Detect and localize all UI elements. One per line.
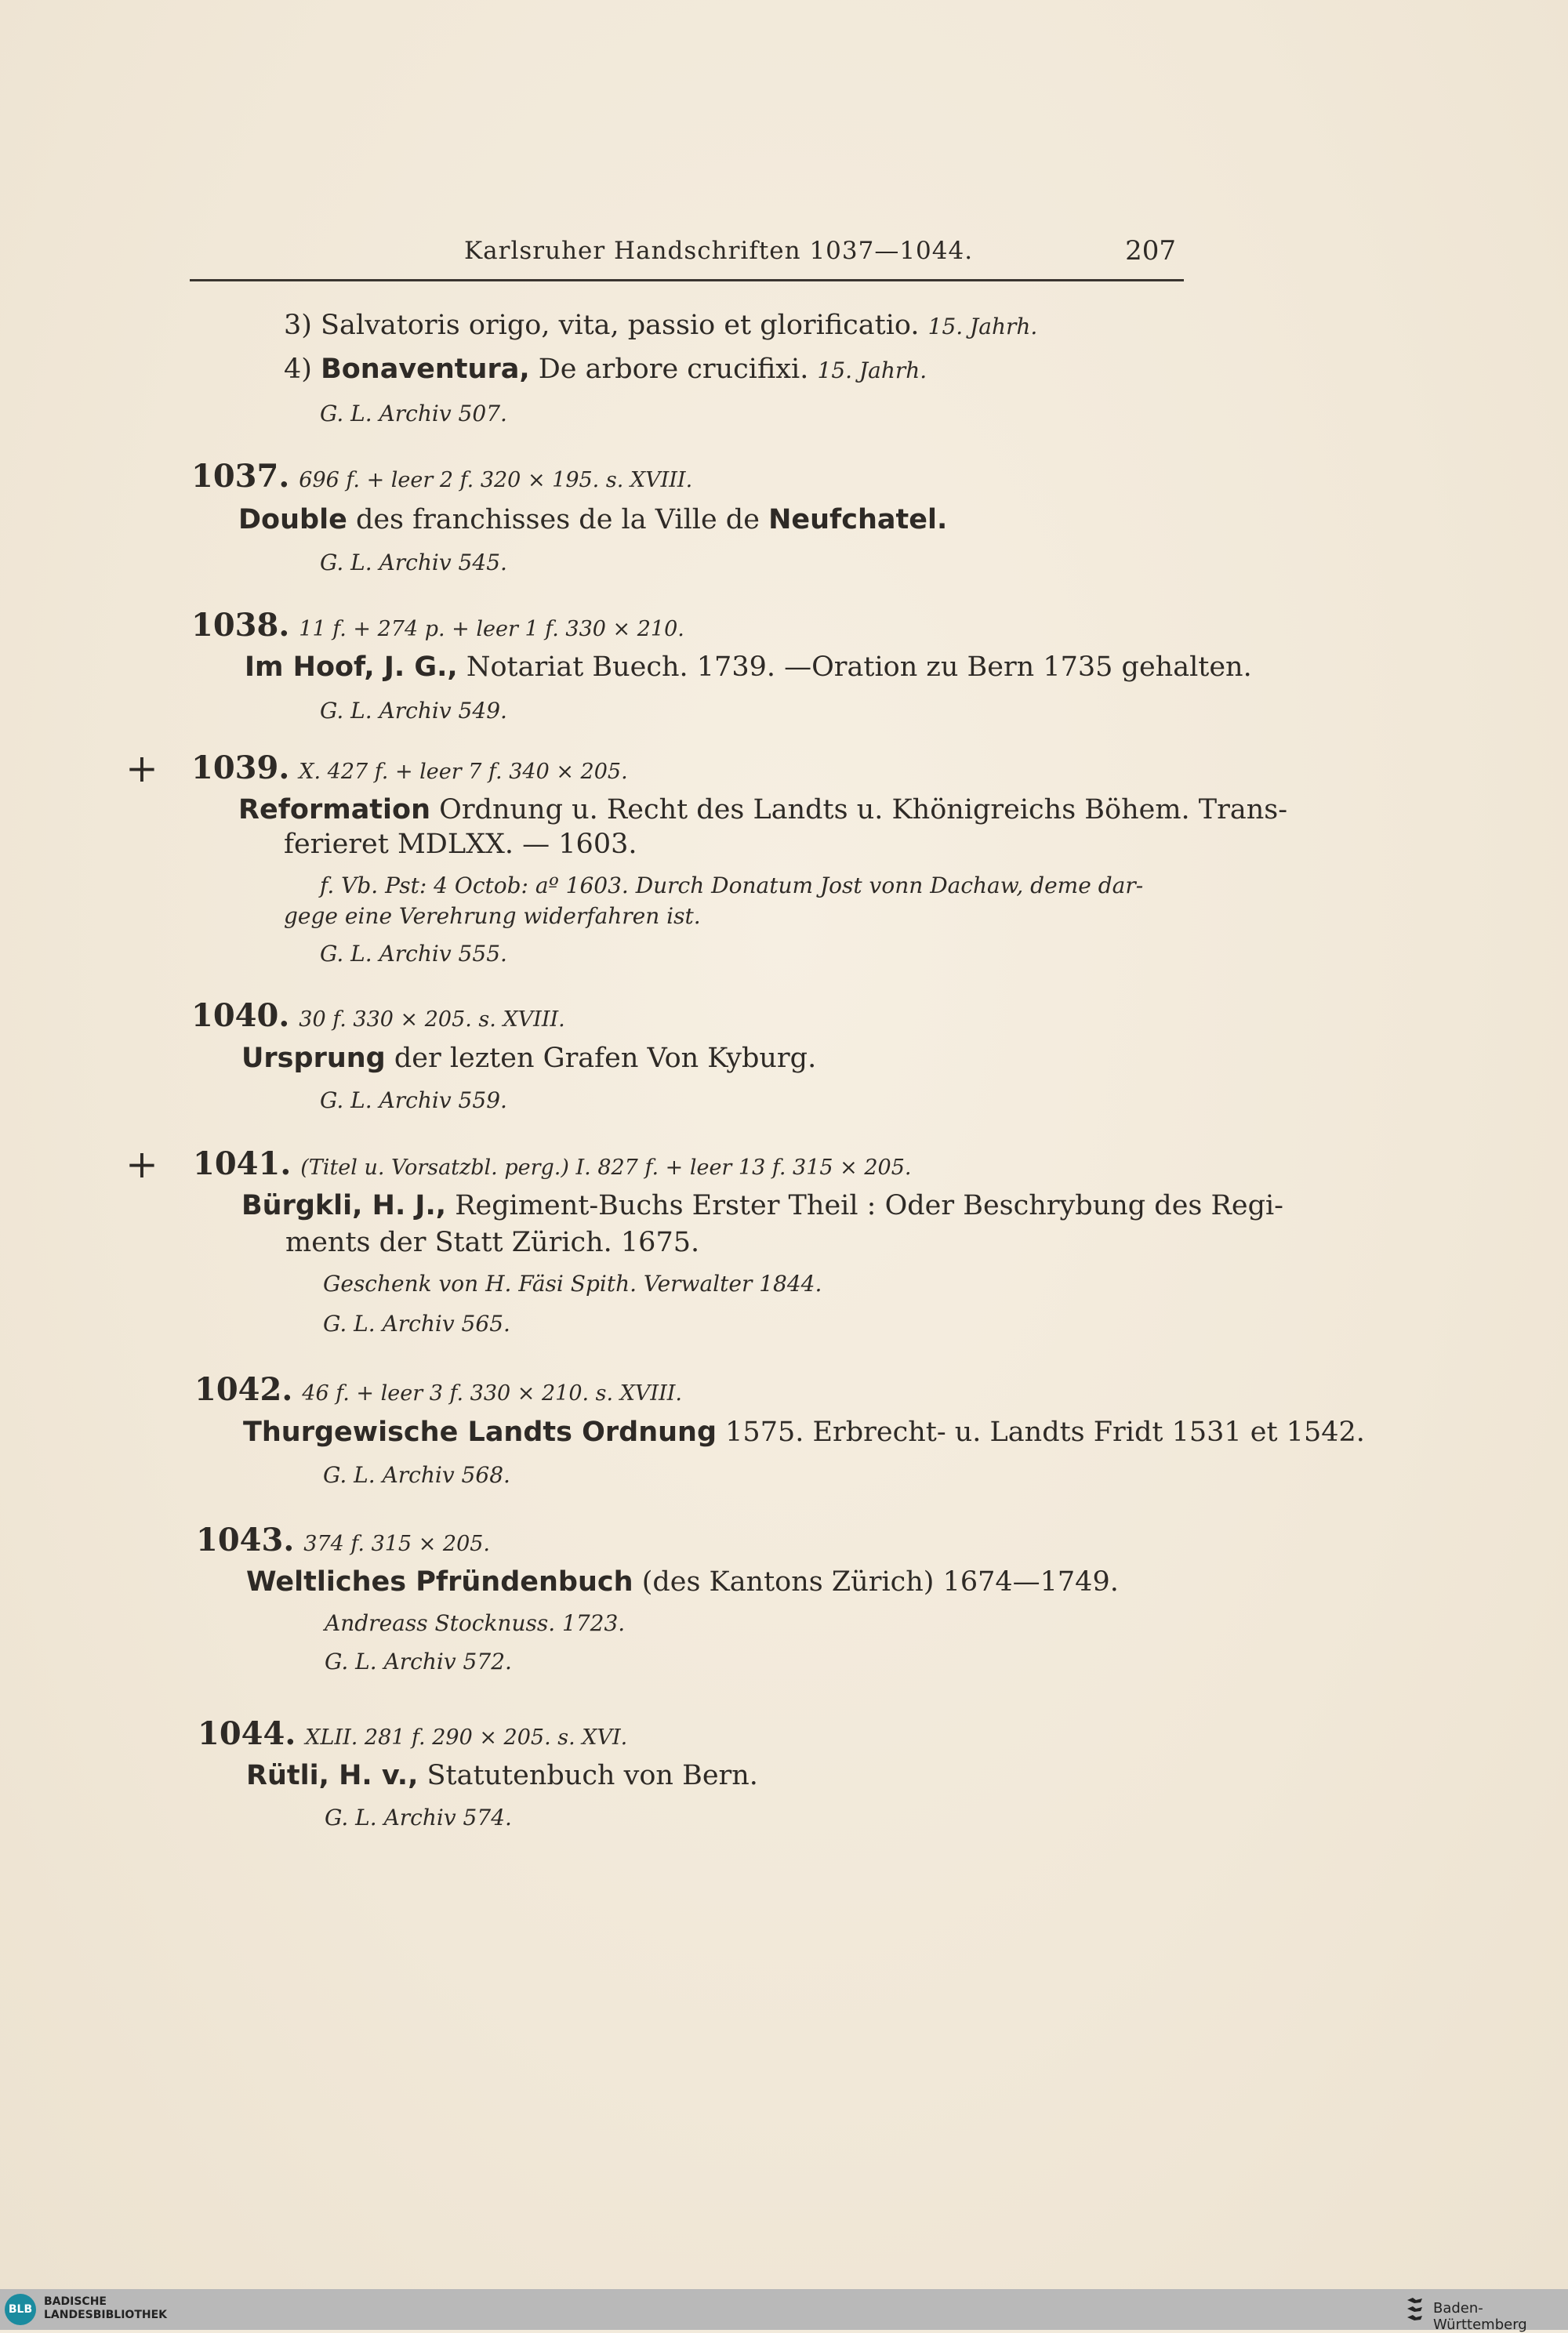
blb-logo-icon[interactable]: BLB xyxy=(5,2294,36,2325)
entry-1037-heading: 1037. 696 f. + leer 2 f. 320 ⨯ 195. s. XVIII. xyxy=(191,458,693,495)
entry-1039-ref: G. L. Archiv 555. xyxy=(320,941,507,967)
entry-1039-heading: 1039. X. 427 f. + leer 7 f. 340 ⨯ 205. xyxy=(191,749,628,786)
entry-1043-title: Weltliches Pfründenbuch (des Kantons Zürich) 1674—1749. xyxy=(246,1566,1119,1598)
entry-1039-title: Reformation Ordnung u. Recht des Landts u. Khönigreichs Böhem. Trans- xyxy=(238,794,1288,825)
entry-1044-heading: 1044. XLII. 281 f. 290 ⨯ 205. s. XVI. xyxy=(198,1715,628,1752)
entry-1042-title: Thurgewische Landts Ordnung 1575. Erbrecht- u. Landts Fridt 1531 et 1542. xyxy=(243,1417,1365,1448)
entry-1044-ref: G. L. Archiv 574. xyxy=(325,1805,512,1830)
entry-1037-ref: G. L. Archiv 545. xyxy=(320,550,507,575)
entry-1041-ref: G. L. Archiv 565. xyxy=(323,1311,510,1337)
entry-1040-heading: 1040. 30 f. 330 ⨯ 205. s. XVIII. xyxy=(191,997,565,1034)
entry-1039-note-1: f. Vb. Pst: 4 Octob: aº 1603. Durch Donatum Jost vonn Dachaw, deme dar- xyxy=(320,873,1144,898)
blb-wordmark[interactable]: BADISCHE LANDESBIBLIOTHEK xyxy=(44,2295,168,2321)
entry-1041-note-1: Geschenk von H. Fäsi Spith. Verwalter 1844. xyxy=(323,1271,822,1297)
entry-1039-title-cont: ferieret MDLXX. — 1603. xyxy=(284,829,637,860)
entry-1044-title: Rütli, H. v., Statutenbuch von Bern. xyxy=(246,1760,758,1791)
running-header xyxy=(190,235,1184,281)
entry-1043-note-1: Andreass Stocknuss. 1723. xyxy=(325,1610,626,1636)
entry-1040-title: Ursprung der lezten Grafen Von Kyburg. xyxy=(241,1043,817,1074)
plus-mark-1041: + xyxy=(125,1141,158,1187)
entry-1041-heading: 1041. (Titel u. Vorsatzbl. perg.) I. 827 f. + leer 13 f. 315 ⨯ 205. xyxy=(193,1145,912,1182)
page-number: 207 xyxy=(1125,235,1176,267)
entry-1041-title: Bürgkli, H. J., Regiment-Buchs Erster Theil : Oder Beschrybung des Regi- xyxy=(241,1190,1284,1221)
entry-1038-title: Im Hoof, J. G., Notariat Buech. 1739. —Oration zu Bern 1735 gehalten. xyxy=(245,651,1252,683)
entry-1041-title-cont: ments der Statt Zürich. 1675. xyxy=(285,1227,700,1258)
entry-1038-heading: 1038. 11 f. + 274 p. + leer 1 f. 330 ⨯ 210. xyxy=(191,607,684,644)
intro-item-4: 4) Bonaventura, De arbore crucifixi. 15. Jahrh. xyxy=(284,354,927,385)
bw-lions-icon xyxy=(1405,2295,1425,2324)
entry-1039-note-2: gege eine Verehrung widerfahren ist. xyxy=(284,903,701,929)
entry-1042-ref: G. L. Archiv 568. xyxy=(323,1462,510,1488)
bw-wordmark[interactable]: Baden-Württemberg xyxy=(1433,2300,1527,2333)
intro-ref: G. L. Archiv 507. xyxy=(320,401,507,426)
entry-1038-ref: G. L. Archiv 549. xyxy=(320,698,507,724)
header-title: Karlsruher Handschriften 1037—1044. xyxy=(464,237,974,265)
intro-item-3: 3) Salvatoris origo, vita, passio et glorificatio. 15. Jahrh. xyxy=(284,310,1038,341)
entry-1040-ref: G. L. Archiv 559. xyxy=(320,1087,507,1113)
plus-mark-1039: + xyxy=(125,746,158,791)
entry-1042-heading: 1042. 46 f. + leer 3 f. 330 ⨯ 210. s. XVIII. xyxy=(194,1371,682,1408)
viewer-footer-bar xyxy=(0,2289,1568,2333)
entry-1043-heading: 1043. 374 f. 315 ⨯ 205. xyxy=(196,1522,491,1558)
entry-1037-title: Double des franchisses de la Ville de Neufchatel. xyxy=(238,504,948,535)
entry-1043-ref: G. L. Archiv 572. xyxy=(325,1649,512,1674)
